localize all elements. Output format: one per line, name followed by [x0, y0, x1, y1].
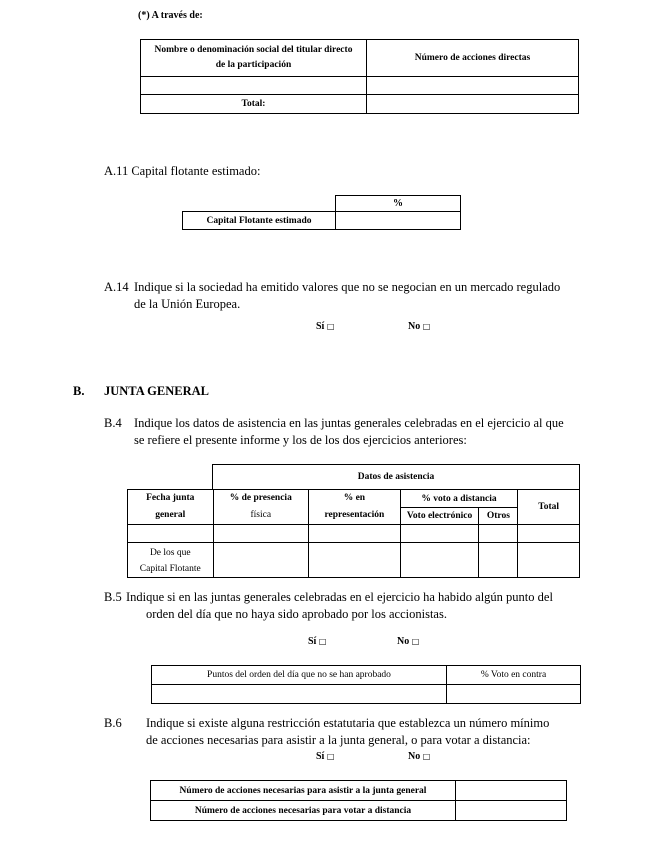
section-b-letter: B. — [73, 384, 85, 398]
empty-cell — [213, 525, 309, 543]
b6-number: B.6 — [104, 716, 122, 730]
capital-flotante-value — [336, 212, 461, 230]
col-holder: Nombre o denominación social del titular directo de la participación — [141, 40, 367, 77]
b4-text-1: Indique los datos de asistencia en las juntas generales celebradas en el ejercicio al que — [134, 416, 564, 430]
b5-si-label: Sí — [308, 636, 317, 647]
b6-no-checkbox[interactable]: □ — [422, 752, 431, 761]
empty-cell — [518, 543, 580, 578]
row-remote-label: Número de acciones necesarias para votar a distancia — [151, 801, 456, 821]
empty-cell — [152, 685, 447, 704]
empty-cell — [309, 525, 401, 543]
b4-text-2: se refiere el presente informe y los de los dos ejercicios anteriores: — [134, 433, 467, 447]
row-float-line1: De los que — [149, 548, 191, 558]
empty-cell — [141, 77, 367, 95]
col-shares: Número de acciones directas — [367, 40, 579, 77]
a14-number: A.14 — [104, 280, 129, 294]
col-date-line1: Fecha junta — [146, 493, 195, 503]
a14-si-checkbox[interactable]: □ — [326, 322, 335, 331]
b6-si-label: Sí — [316, 751, 325, 762]
b6-si-checkbox[interactable]: □ — [326, 752, 335, 761]
col-rep-line1: % en — [343, 493, 366, 503]
b4-attendance-table — [127, 489, 580, 578]
a11-table — [182, 211, 461, 230]
empty-cell — [400, 525, 479, 543]
row-attend-value — [456, 781, 567, 801]
section-b-title: JUNTA GENERAL — [104, 384, 209, 398]
a-traves-table — [140, 39, 579, 114]
b5-no-checkbox[interactable]: □ — [411, 637, 420, 646]
col-points: Puntos del orden del día que no se han aprobado — [152, 666, 447, 685]
col-vote: % Voto en contra — [447, 666, 581, 685]
b5-text-2: orden del día que no haya sido aprobado por los accionistas. — [146, 607, 447, 621]
empty-cell — [367, 95, 579, 114]
empty-cell — [518, 525, 580, 543]
empty-cell — [400, 543, 479, 578]
a14-text-2: de la Unión Europea. — [134, 297, 241, 311]
a14-no-checkbox[interactable]: □ — [422, 322, 431, 331]
capital-flotante-label: Capital Flotante estimado — [183, 212, 336, 230]
b5-number: B.5 — [104, 590, 122, 604]
col-total: Total — [518, 490, 580, 525]
row-remote-value — [456, 801, 567, 821]
row-float-label — [128, 543, 214, 578]
row-float-line2: Capital Flotante — [139, 564, 201, 574]
total-label: Total: — [141, 95, 367, 114]
col-representation — [309, 490, 401, 525]
a14-si-label: Sí — [316, 321, 325, 332]
empty-cell — [309, 543, 401, 578]
col-date-line2: general — [155, 510, 186, 520]
a14-no-label: No — [408, 321, 421, 332]
row-attend-label: Número de acciones necesarias para asistir a la junta general — [151, 781, 456, 801]
a11-pct-header: % — [335, 195, 461, 212]
empty-cell — [479, 543, 518, 578]
col-electronic: Voto electrónico — [400, 508, 479, 525]
col-date — [128, 490, 214, 525]
empty-cell — [128, 525, 214, 543]
empty-cell — [213, 543, 309, 578]
b6-table — [150, 780, 567, 821]
b5-text-1: Indique si en las juntas generales celebradas en el ejercicio ha habido algún punto del — [126, 590, 553, 604]
col-others: Otros — [479, 508, 518, 525]
b4-group-header: Datos de asistencia — [212, 464, 580, 489]
b6-no-label: No — [408, 751, 421, 762]
col-remote: % voto a distancia — [400, 490, 518, 508]
a11-title: A.11 Capital flotante estimado: — [104, 164, 261, 178]
b5-si-checkbox[interactable]: □ — [318, 637, 327, 646]
empty-cell — [367, 77, 579, 95]
b5-table — [151, 665, 581, 704]
empty-cell — [447, 685, 581, 704]
col-presence-line1: % de presencia — [229, 493, 292, 503]
b5-no-label: No — [397, 636, 410, 647]
b6-text-2: de acciones necesarias para asistir a la junta general, o para votar a distancia: — [146, 733, 531, 747]
a-traves-heading: (*) A través de: — [138, 10, 203, 21]
col-rep-line2: representación — [324, 510, 385, 520]
b4-number: B.4 — [104, 416, 122, 430]
b6-text-1: Indique si existe alguna restricción estatutaria que establezca un número mínimo — [146, 716, 550, 730]
a14-text-1: Indique si la sociedad ha emitido valores que no se negocian en un mercado regulado — [134, 280, 561, 294]
col-presence-line2: física — [250, 510, 272, 520]
col-presence — [213, 490, 309, 525]
empty-cell — [479, 525, 518, 543]
